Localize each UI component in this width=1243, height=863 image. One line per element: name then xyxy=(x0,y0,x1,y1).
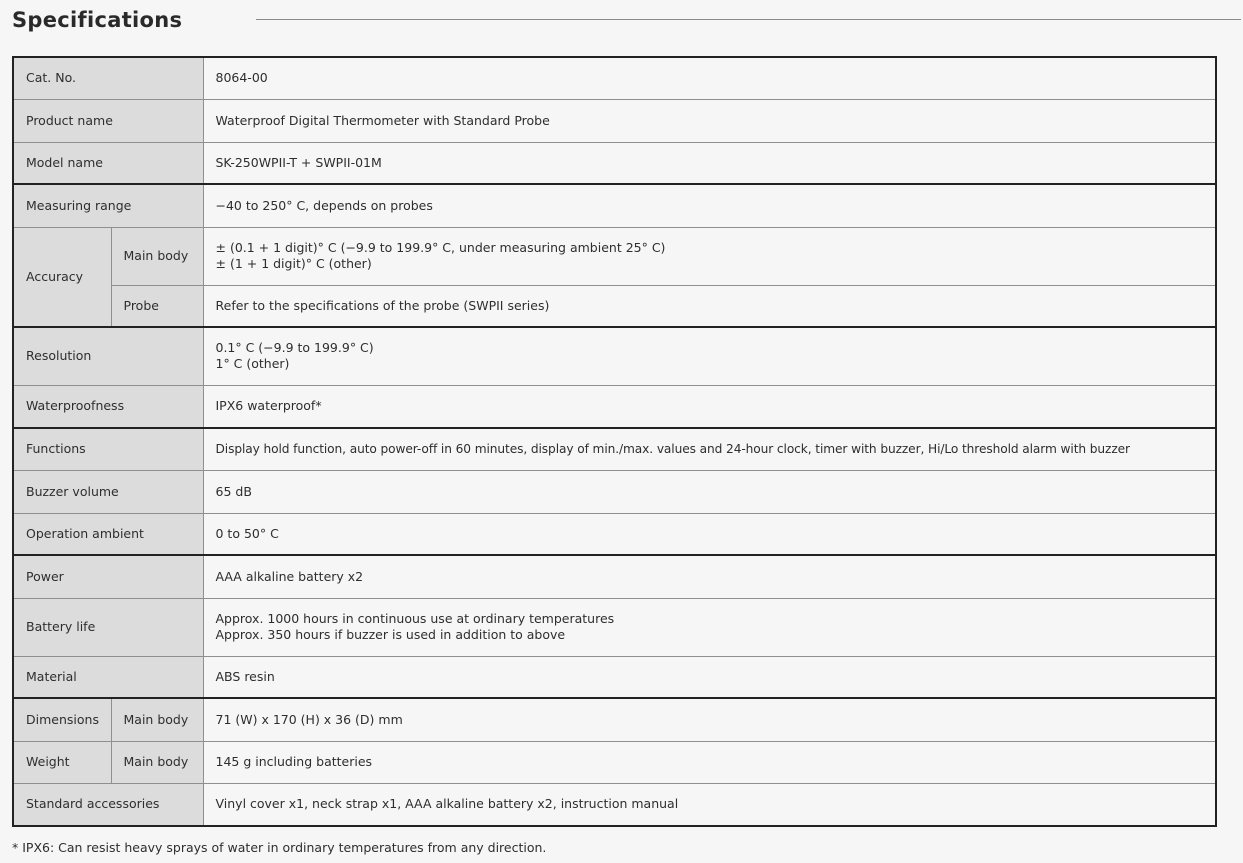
row-value xyxy=(203,227,1216,285)
row-sublabel: Main body xyxy=(111,741,203,783)
row-value xyxy=(203,327,1216,385)
row-value: 8064-00 xyxy=(203,57,1216,99)
row-value xyxy=(203,598,1216,656)
spec-row-product-name xyxy=(13,99,1216,142)
page-header xyxy=(12,4,1241,38)
spec-row-resolution xyxy=(13,327,1216,385)
title-divider xyxy=(256,19,1241,20)
spec-row-battery-life xyxy=(13,598,1216,656)
row-sublabel: Probe xyxy=(111,285,203,327)
spec-row-material xyxy=(13,656,1216,698)
row-value: 65 dB xyxy=(203,470,1216,513)
spec-row-operation-ambient xyxy=(13,513,1216,555)
row-value: 71 (W) x 170 (H) x 36 (D) mm xyxy=(203,698,1216,741)
footnote: * IPX6: Can resist heavy sprays of water in ordinary temperatures from any direction. xyxy=(12,840,547,855)
value-line: Approx. 1000 hours in continuous use at ordinary temperatures xyxy=(215,611,615,626)
row-label: Standard accessories xyxy=(13,783,203,826)
row-sublabel: Main body xyxy=(111,698,203,741)
value-line: 0.1° C (−9.9 to 199.9° C) xyxy=(215,340,374,356)
spec-row-dimensions xyxy=(13,698,1216,741)
row-value: AAA alkaline battery x2 xyxy=(203,555,1216,598)
value-line: 1° C (other) xyxy=(215,356,290,372)
value-line: Approx. 350 hours if buzzer is used in addition to above xyxy=(215,627,566,642)
spec-row-cat-no xyxy=(13,57,1216,99)
spec-row-buzzer-volume xyxy=(13,470,1216,513)
spec-row-measuring-range xyxy=(13,184,1216,227)
row-value: ABS resin xyxy=(203,656,1216,698)
row-label: Resolution xyxy=(13,327,203,385)
row-sublabel: Main body xyxy=(111,227,203,285)
row-value: Vinyl cover x1, neck strap x1, AAA alkaline battery x2, instruction manual xyxy=(203,783,1216,826)
spec-row-functions xyxy=(13,428,1216,470)
row-label: Material xyxy=(13,656,203,698)
row-value: Refer to the specifications of the probe (SWPII series) xyxy=(203,285,1216,327)
row-label: Operation ambient xyxy=(13,513,203,555)
page-title: Specifications xyxy=(12,8,183,32)
spec-row-accuracy-main-body xyxy=(13,227,1216,285)
spec-row-weight xyxy=(13,741,1216,783)
spec-row-waterproofness xyxy=(13,385,1216,428)
row-label: Weight xyxy=(13,741,111,783)
value-line: ± (1 + 1 digit)° C (other) xyxy=(215,256,372,271)
row-value: 145 g including batteries xyxy=(203,741,1216,783)
row-label: Battery life xyxy=(13,598,203,656)
spec-row-accuracy-probe xyxy=(13,285,1216,327)
row-label: Dimensions xyxy=(13,698,111,741)
row-label: Power xyxy=(13,555,203,598)
row-value: SK-250WPII-T + SWPII-01M xyxy=(203,142,1216,184)
value-line: ± (0.1 + 1 digit)° C (−9.9 to 199.9° C, under measuring ambient 25° C) xyxy=(215,240,666,255)
row-value: 0 to 50° C xyxy=(203,513,1216,555)
row-label: Functions xyxy=(13,428,203,470)
row-label: Measuring range xyxy=(13,184,203,227)
row-label: Buzzer volume xyxy=(13,470,203,513)
spec-row-power xyxy=(13,555,1216,598)
row-value: Display hold function, auto power-off in 60 minutes, display of min./max. values and 24-hour clock, timer with buzzer, Hi/Lo threshold alarm with buzzer xyxy=(203,428,1216,470)
spec-row-standard-accessories xyxy=(13,783,1216,826)
row-label: Cat. No. xyxy=(13,57,203,99)
row-value: −40 to 250° C, depends on probes xyxy=(203,184,1216,227)
row-value: Waterproof Digital Thermometer with Standard Probe xyxy=(203,99,1216,142)
row-value: IPX6 waterproof* xyxy=(203,385,1216,428)
row-label: Model name xyxy=(13,142,203,184)
row-label: Product name xyxy=(13,99,203,142)
specifications-table xyxy=(12,56,1217,827)
row-label: Accuracy xyxy=(13,227,111,327)
spec-row-model-name xyxy=(13,142,1216,184)
row-label: Waterproofness xyxy=(13,385,203,428)
